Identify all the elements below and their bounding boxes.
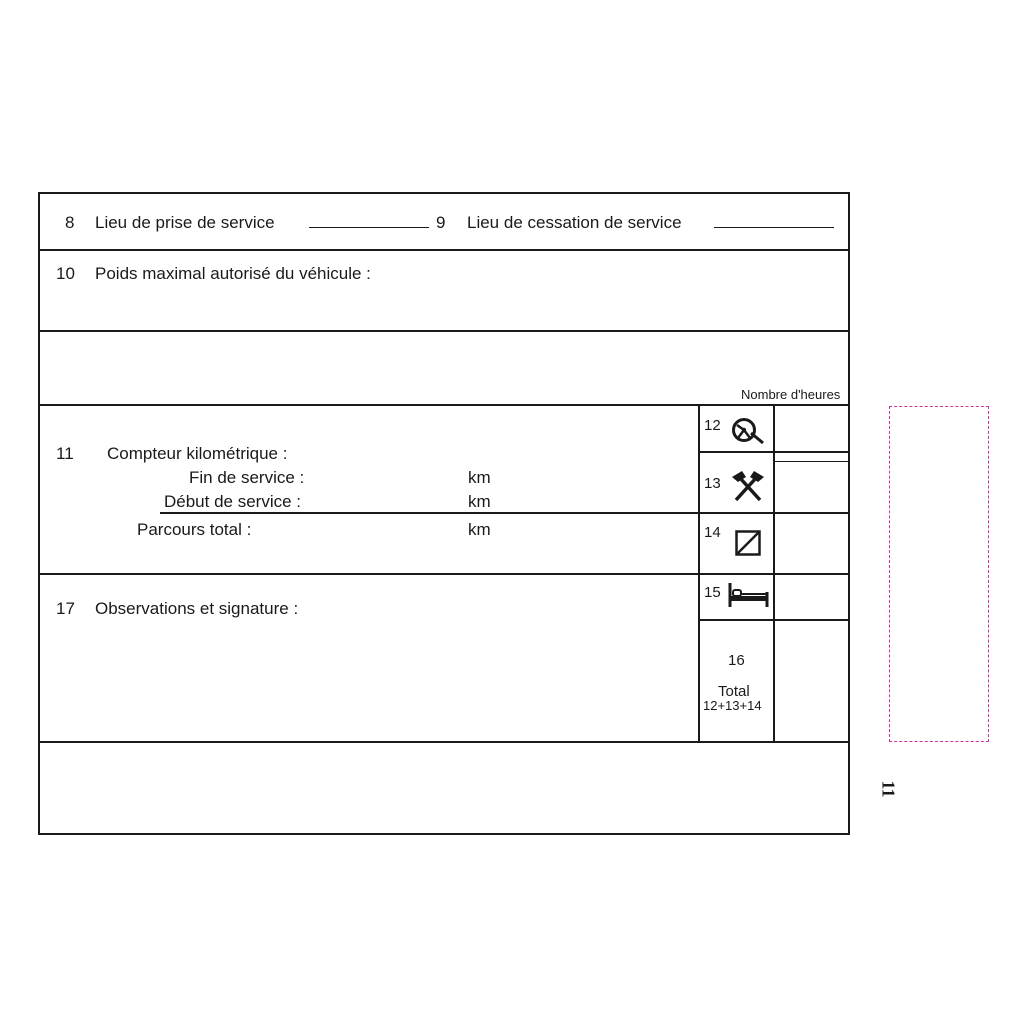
divider-row1 [38, 249, 848, 251]
steering-wheel-icon [730, 413, 766, 447]
field-number-10: 10 [56, 264, 75, 283]
divider-counter [38, 573, 848, 575]
box-diagonal-icon [735, 530, 761, 556]
label-parcours-total: Parcours total : [137, 520, 252, 539]
label-compteur: Compteur kilométrique : [107, 444, 288, 463]
hours-cell-16-total[interactable] [775, 621, 846, 740]
label-poids-maximal: Poids maximal autorisé du véhicule : [95, 264, 371, 283]
time-row-number-14: 14 [704, 524, 721, 541]
field-cessation-de-service[interactable] [714, 227, 834, 228]
hours-cell-13[interactable] [775, 463, 846, 511]
hours-cell-12[interactable] [775, 406, 846, 450]
hours-header: Nombre d'heures [741, 387, 841, 402]
field-number-17: 17 [56, 599, 75, 618]
time-row-number-13: 13 [704, 475, 721, 492]
subtraction-line [160, 512, 700, 514]
hours-cell-15[interactable] [775, 575, 846, 618]
divider-row2 [38, 330, 848, 332]
field-number-9: 9 [436, 213, 446, 232]
dashed-marker-box [889, 406, 989, 742]
label-cessation-de-service: Lieu de cessation de service [467, 213, 682, 232]
time-row-divider-12b [773, 461, 848, 462]
field-number-8: 8 [65, 213, 75, 232]
unit-km-fin: km [468, 468, 491, 487]
label-debut-de-service: Début de service : [164, 492, 302, 511]
page-number: 11 [878, 780, 899, 798]
bed-icon [727, 580, 771, 610]
divider-row3 [38, 404, 848, 406]
hammers-icon [730, 470, 766, 504]
total-label: Total [718, 683, 750, 700]
time-row-number-15: 15 [704, 584, 721, 601]
total-formula: 12+13+14 [703, 698, 762, 713]
divider-observations [38, 741, 848, 743]
field-prise-de-service[interactable] [309, 227, 429, 228]
unit-km-total: km [468, 520, 491, 539]
label-prise-de-service: Lieu de prise de service [95, 213, 275, 232]
time-row-number-12: 12 [704, 417, 721, 434]
label-fin-de-service: Fin de service : [189, 468, 305, 487]
label-observations: Observations et signature : [95, 599, 299, 618]
time-row-divider-12a [698, 451, 848, 453]
hours-cell-14[interactable] [775, 514, 846, 572]
time-row-number-16: 16 [728, 652, 745, 669]
field-number-11: 11 [56, 444, 74, 463]
time-column-left-border [698, 404, 700, 743]
unit-km-debut: km [468, 492, 491, 511]
